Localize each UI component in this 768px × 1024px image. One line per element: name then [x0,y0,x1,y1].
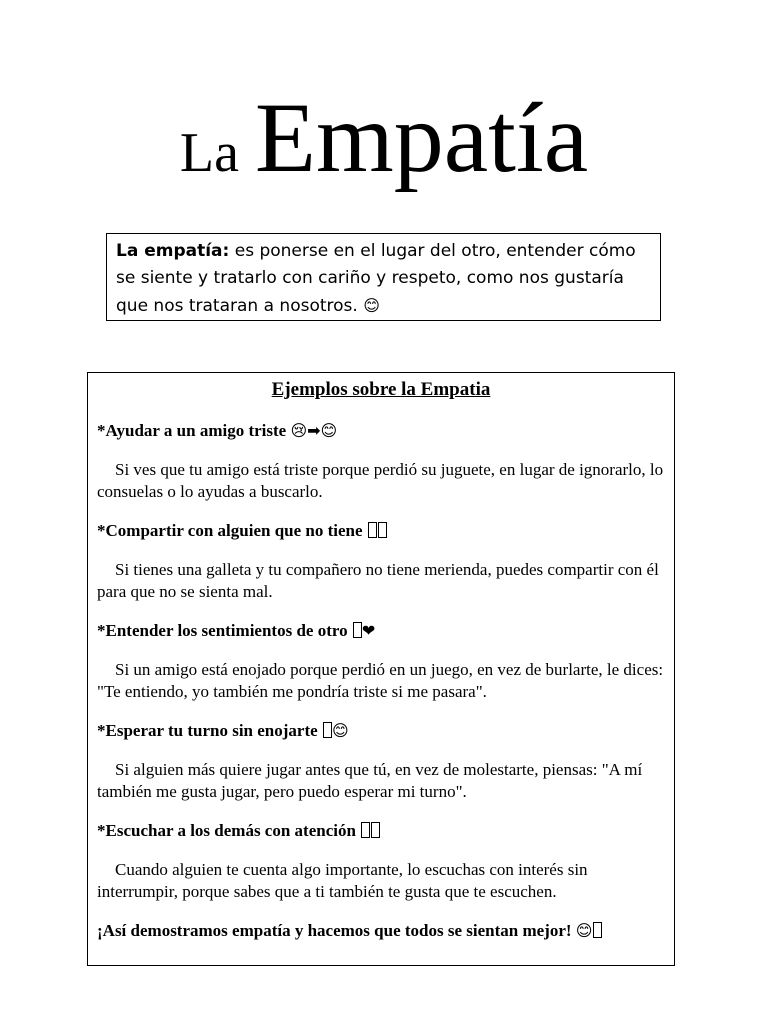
example-title-wait-turn [97,720,665,742]
example-title-help-friend [97,420,665,442]
example-text-help-friend: Si ves que tu amigo está triste porque perdió su juguete, en lugar de ignorarlo, lo consuelas o lo ayudas a buscarlo. [97,460,664,501]
smile-emoji-icon: 😊 [331,721,349,740]
example-title-text: *Escuchar a los demás con atención [97,821,361,840]
example-title-text: *Entender los sentimientos de otro [97,621,352,640]
missing-emoji-icon [371,822,380,838]
example-text-share: Si tienes una galleta y tu compañero no tiene merienda, puedes compartir con él para que no se sienta mal. [97,560,659,601]
definition-term: La empatía: [116,241,230,261]
example-title-text: *Compartir con alguien que no tiene [97,521,367,540]
missing-emoji-icon [378,522,387,538]
missing-emoji-icon [593,922,602,938]
example-title-share [97,520,665,542]
example-text-listen: Cuando alguien te cuenta algo importante, lo escuchas con interés sin interrumpir, porque sabes que a ti también te gusta que te escuchen. [97,860,588,901]
heart-emoji-icon: ❤ [361,621,376,640]
definition-text: es ponerse en el lugar del otro, entender cómo se siente y tratarlo con cariño y respeto, como nos gustaría que nos trataran a nosotros. [116,241,636,316]
example-title-text: *Esperar tu turno sin enojarte [97,721,322,740]
examples-box [87,372,675,966]
closing-text: ¡Así demostramos empatía y hacemos que todos se sientan mejor! [97,921,576,940]
missing-emoji-icon [323,722,332,738]
example-text-feelings: Si un amigo está enojado porque perdió en un juego, en vez de burlarte, le dices: "Te entiendo, yo también me pondría triste si me pasara". [97,660,664,701]
title-small-part: La [179,122,239,184]
missing-emoji-icon [368,522,377,538]
example-title-text: *Ayudar a un amigo triste [97,421,291,440]
definition-box [106,233,661,321]
smile-emoji-icon: 😊 [575,921,593,940]
example-text-wait-turn: Si alguien más quiere jugar antes que tú, en vez de molestarte, piensas: "A mí también me gusta jugar, pero puedo esperar mi turno". [97,760,643,801]
title-big-part: Empatía [254,82,589,193]
example-title-listen [97,820,665,842]
example-title-feelings [97,620,665,642]
smile-emoji-icon: 😊 [363,296,380,315]
missing-emoji-icon [353,622,362,638]
page-title [0,82,768,193]
missing-emoji-icon [361,822,370,838]
sad-to-happy-emoji-icon: 😢➡😊 [290,421,338,440]
examples-heading: Ejemplos sobre la Empatia [271,379,491,400]
closing-line [97,920,665,942]
